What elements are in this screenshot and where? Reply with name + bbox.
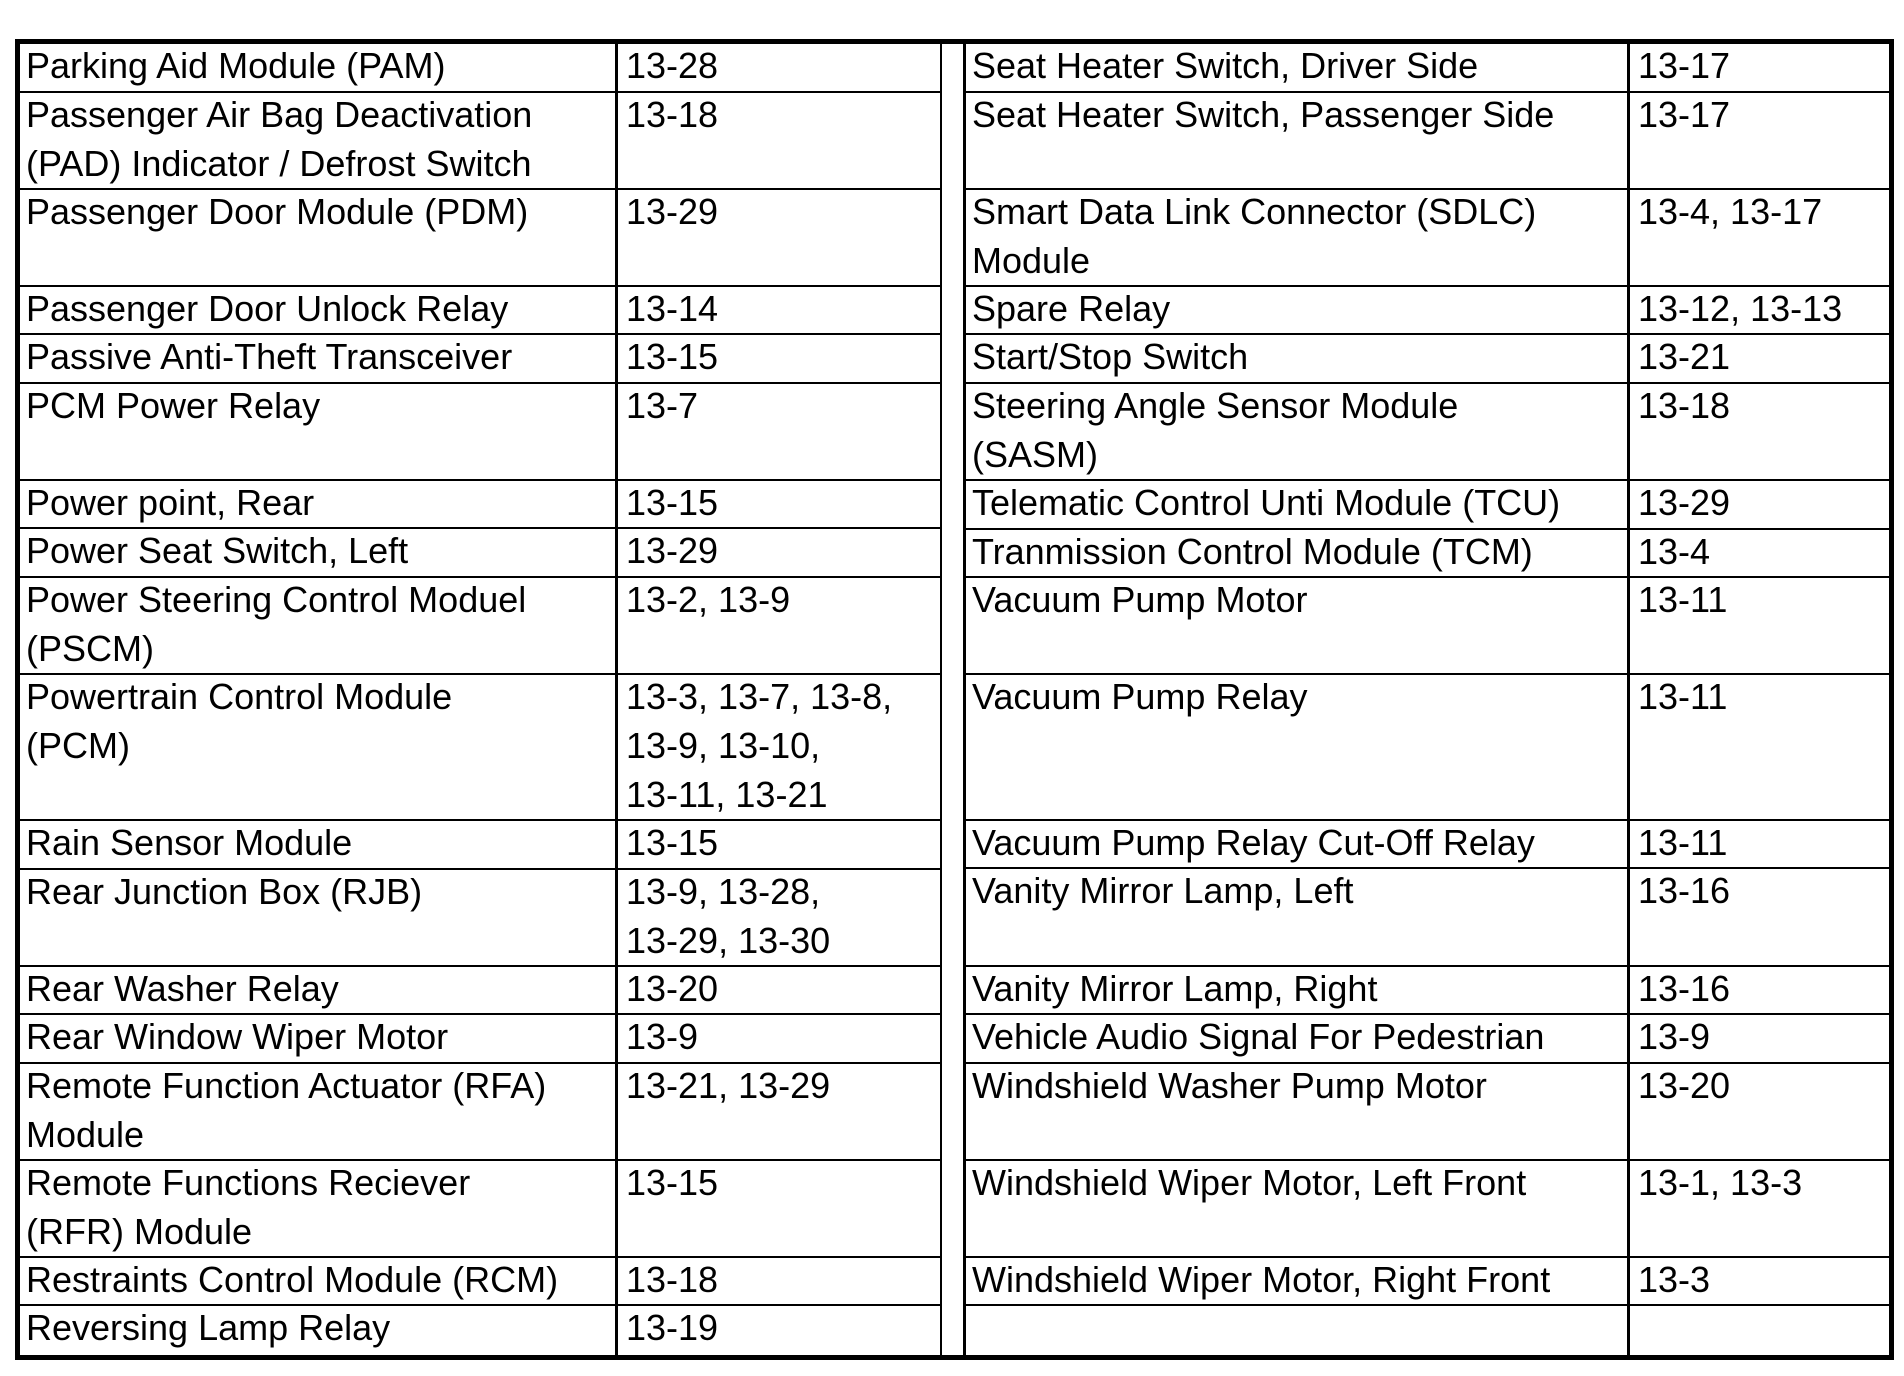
table-row: [20, 1064, 940, 1161]
page-reference: 13-29: [626, 190, 719, 232]
component-name: Windshield Wiper Motor, Left Front: [966, 1158, 1630, 1256]
table-row: [966, 869, 1889, 966]
table-row: [966, 1015, 1889, 1064]
table-row: [966, 1064, 1889, 1161]
page-reference: 13-14: [626, 287, 719, 329]
table-row: [966, 821, 1889, 870]
table-row: [966, 335, 1889, 384]
component-name: Remote Function Actuator (RFA) Module: [20, 1061, 618, 1159]
table-row: [20, 967, 940, 1016]
table-row: [20, 44, 940, 93]
component-name: Vanity Mirror Lamp, Right: [966, 964, 1630, 1014]
table-row: [966, 1161, 1889, 1258]
component-name: Rear Window Wiper Motor: [20, 1012, 618, 1062]
component-name: Rear Junction Box (RJB): [20, 867, 618, 965]
column-divider: [940, 44, 966, 1355]
table-row: [966, 967, 1889, 1016]
table-row: [20, 384, 940, 481]
component-name: Passenger Door Module (PDM): [20, 187, 618, 285]
component-name: Vacuum Pump Relay Cut-Off Relay: [966, 818, 1630, 868]
component-name: Spare Relay: [966, 284, 1630, 334]
component-name: Steering Angle Sensor Module (SASM): [966, 381, 1630, 479]
table-row: [20, 1306, 940, 1355]
table-row: [20, 1258, 940, 1307]
page-reference: 13-3: [1638, 1258, 1711, 1300]
component-name: [966, 1303, 1630, 1355]
component-name: Rain Sensor Module: [20, 818, 618, 868]
component-location-index-table: [15, 39, 1894, 1360]
page-reference: 13-11: [1638, 676, 1728, 718]
page-reference: 13-19: [626, 1307, 719, 1349]
page-reference: 13-20: [1638, 1064, 1731, 1106]
component-name: Smart Data Link Connector (SDLC) Module: [966, 187, 1630, 285]
table-row: [966, 384, 1889, 481]
table-row: [966, 1258, 1889, 1307]
right-column-group: [966, 44, 1889, 1355]
component-name: Power Seat Switch, Left: [20, 526, 618, 576]
page-reference: 13-16: [1638, 870, 1731, 912]
table-row: [20, 675, 940, 821]
component-name: PCM Power Relay: [20, 381, 618, 479]
page-reference: 13-12, 13-13: [1638, 287, 1843, 329]
page-reference: 13-18: [1638, 384, 1731, 426]
component-name: Power point, Rear: [20, 478, 618, 528]
page-reference: 13-15: [626, 1161, 719, 1203]
component-name: Start/Stop Switch: [966, 332, 1630, 382]
component-name: Remote Functions Reciever (RFR) Module: [20, 1158, 618, 1256]
component-name: Reversing Lamp Relay: [20, 1303, 618, 1355]
page-reference: 13-18: [626, 1258, 719, 1300]
page-reference: [1630, 1303, 1889, 1355]
page-reference: 13-28: [626, 45, 719, 86]
table-row: [966, 93, 1889, 190]
component-name: Parking Aid Module (PAM): [20, 41, 618, 91]
page-reference: 13-3, 13-7, 13-8, 13-9, 13-10, 13-11, 13-21: [626, 676, 893, 816]
table-row: [20, 870, 940, 967]
table-row: [966, 1306, 1889, 1355]
table-row: [966, 578, 1889, 675]
page-reference: 13-29: [626, 530, 719, 572]
page-reference: 13-11: [1638, 821, 1728, 863]
page-reference: 13-9: [1638, 1016, 1711, 1058]
component-name: Power Steering Control Moduel (PSCM): [20, 575, 618, 673]
page-reference: 13-9, 13-28, 13-29, 13-30: [626, 870, 831, 961]
component-name: Telematic Control Unti Module (TCU): [966, 478, 1630, 528]
page-reference: 13-2, 13-9: [626, 578, 791, 620]
table-row: [20, 335, 940, 384]
component-name: Passenger Door Unlock Relay: [20, 284, 618, 334]
table-row: [20, 578, 940, 675]
component-name: Passive Anti-Theft Transceiver: [20, 332, 618, 382]
table-row: [20, 1161, 940, 1258]
component-name: Passenger Air Bag Deactivation (PAD) Indicator / Defrost Switch: [20, 90, 618, 188]
table-row: [966, 44, 1889, 93]
page-reference: 13-11: [1638, 579, 1728, 621]
table-row: [20, 1015, 940, 1064]
component-name: Vacuum Pump Motor: [966, 575, 1630, 673]
component-name: Seat Heater Switch, Passenger Side: [966, 90, 1630, 188]
table-row: [966, 190, 1889, 287]
page-reference: 13-15: [626, 481, 719, 523]
component-name: Vehicle Audio Signal For Pedestrian: [966, 1012, 1630, 1062]
table-row: [20, 529, 940, 578]
component-name: Powertrain Control Module (PCM): [20, 672, 618, 819]
page-reference: 13-15: [626, 336, 719, 378]
table-row: [966, 481, 1889, 530]
component-name: Restraints Control Module (RCM): [20, 1255, 618, 1305]
table-row: [20, 93, 940, 190]
page-reference: 13-7: [626, 384, 699, 426]
component-name: Windshield Washer Pump Motor: [966, 1061, 1630, 1159]
table-row: [20, 821, 940, 870]
table-row: [966, 287, 1889, 336]
table-row: [20, 287, 940, 336]
page-reference: 13-15: [626, 822, 719, 864]
table-row: [966, 675, 1889, 821]
page-reference: 13-18: [626, 93, 719, 135]
component-name: Tranmission Control Module (TCM): [966, 527, 1630, 577]
component-name: Rear Washer Relay: [20, 964, 618, 1014]
page-reference: 13-20: [626, 967, 719, 1009]
page-reference: 13-17: [1638, 93, 1731, 135]
page-reference: 13-9: [626, 1016, 699, 1058]
page-reference: 13-1, 13-3: [1638, 1161, 1803, 1203]
page-reference: 13-17: [1638, 45, 1731, 86]
component-name: Vanity Mirror Lamp, Left: [966, 866, 1630, 964]
table-row: [20, 190, 940, 287]
left-column-group: [20, 44, 940, 1355]
component-name: Seat Heater Switch, Driver Side: [966, 41, 1630, 91]
component-name: Windshield Wiper Motor, Right Front: [966, 1255, 1630, 1305]
page-reference: 13-4: [1638, 530, 1711, 572]
page-reference: 13-4, 13-17: [1638, 190, 1823, 232]
table-row: [20, 481, 940, 530]
component-name: Vacuum Pump Relay: [966, 672, 1630, 819]
page-reference: 13-29: [1638, 482, 1731, 524]
table-row: [966, 530, 1889, 579]
page-reference: 13-21: [1638, 336, 1731, 378]
page-reference: 13-16: [1638, 967, 1731, 1009]
page-reference: 13-21, 13-29: [626, 1064, 831, 1106]
